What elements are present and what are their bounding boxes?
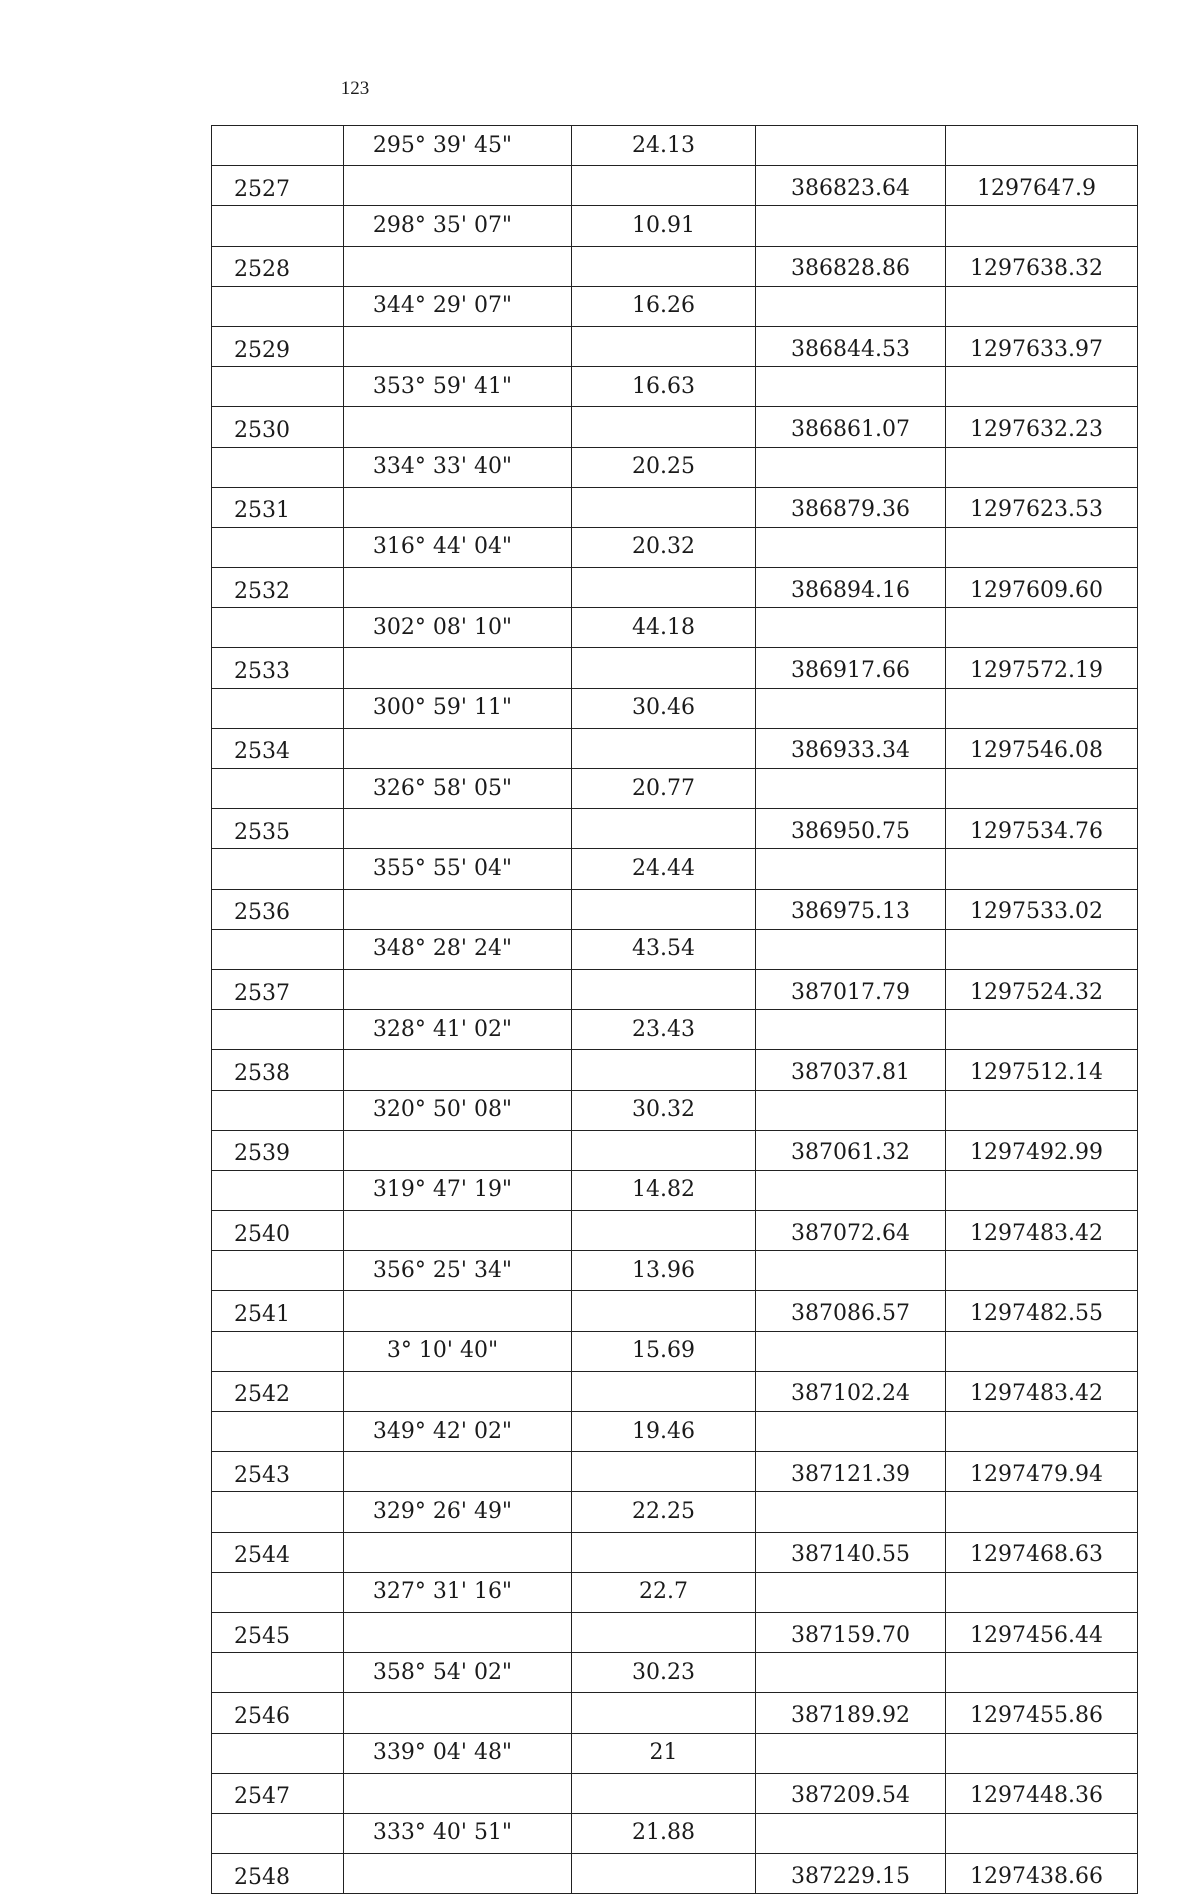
bearing-cell: 300° 59' 11" xyxy=(344,688,572,728)
distance-cell: 14.82 xyxy=(572,1170,756,1210)
northing-cell: 386933.34 xyxy=(756,728,946,768)
station-cell: 2530 xyxy=(212,407,344,447)
bearing-cell xyxy=(344,1773,572,1813)
easting-cell xyxy=(946,608,1138,648)
easting-cell: 1297438.66 xyxy=(946,1854,1138,1894)
bearing-cell: 344° 29' 07" xyxy=(344,286,572,326)
northing-cell: 387209.54 xyxy=(756,1773,946,1813)
easting-cell xyxy=(946,1010,1138,1050)
bearing-cell xyxy=(344,487,572,527)
station-cell xyxy=(212,1733,344,1773)
distance-cell: 10.91 xyxy=(572,206,756,246)
course-row xyxy=(212,286,1138,326)
easting-cell: 1297455.86 xyxy=(946,1693,1138,1733)
station-cell: 2528 xyxy=(212,246,344,286)
course-row xyxy=(212,206,1138,246)
distance-cell xyxy=(572,246,756,286)
course-row xyxy=(212,1572,1138,1612)
course-row xyxy=(212,608,1138,648)
bearing-cell: 320° 50' 08" xyxy=(344,1090,572,1130)
easting-cell xyxy=(946,447,1138,487)
northing-cell xyxy=(756,849,946,889)
northing-cell: 387086.57 xyxy=(756,1291,946,1331)
station-cell xyxy=(212,688,344,728)
bearing-cell: 353° 59' 41" xyxy=(344,367,572,407)
course-row xyxy=(212,1813,1138,1853)
course-row xyxy=(212,1251,1138,1291)
station-cell xyxy=(212,367,344,407)
distance-cell xyxy=(572,889,756,929)
bearing-cell xyxy=(344,1693,572,1733)
distance-cell: 24.44 xyxy=(572,849,756,889)
distance-cell xyxy=(572,407,756,447)
northing-cell xyxy=(756,447,946,487)
easting-cell: 1297479.94 xyxy=(946,1452,1138,1492)
station-cell: 2542 xyxy=(212,1371,344,1411)
bearing-cell: 319° 47' 19" xyxy=(344,1170,572,1210)
bearing-cell xyxy=(344,1452,572,1492)
distance-cell xyxy=(572,1050,756,1090)
bearing-cell xyxy=(344,1050,572,1090)
bearing-cell: 329° 26' 49" xyxy=(344,1492,572,1532)
bearing-cell xyxy=(344,1854,572,1894)
bearing-cell xyxy=(344,969,572,1009)
station-cell: 2527 xyxy=(212,166,344,206)
easting-cell xyxy=(946,527,1138,567)
easting-cell: 1297633.97 xyxy=(946,326,1138,366)
coordinate-table-body xyxy=(212,126,1138,1894)
easting-cell: 1297533.02 xyxy=(946,889,1138,929)
northing-cell xyxy=(756,206,946,246)
station-row xyxy=(212,166,1138,206)
easting-cell: 1297572.19 xyxy=(946,648,1138,688)
northing-cell xyxy=(756,126,946,166)
station-cell: 2531 xyxy=(212,487,344,527)
station-cell xyxy=(212,527,344,567)
station-cell xyxy=(212,1251,344,1291)
station-row xyxy=(212,809,1138,849)
station-cell: 2543 xyxy=(212,1452,344,1492)
distance-cell xyxy=(572,1532,756,1572)
distance-cell xyxy=(572,1773,756,1813)
easting-cell xyxy=(946,1813,1138,1853)
station-cell xyxy=(212,1813,344,1853)
station-cell: 2538 xyxy=(212,1050,344,1090)
northing-cell: 387102.24 xyxy=(756,1371,946,1411)
northing-cell xyxy=(756,688,946,728)
northing-cell: 386861.07 xyxy=(756,407,946,447)
bearing-cell xyxy=(344,1532,572,1572)
easting-cell: 1297492.99 xyxy=(946,1130,1138,1170)
distance-cell xyxy=(572,648,756,688)
distance-cell: 19.46 xyxy=(572,1412,756,1452)
easting-cell: 1297632.23 xyxy=(946,407,1138,447)
station-row xyxy=(212,969,1138,1009)
distance-cell xyxy=(572,809,756,849)
easting-cell: 1297512.14 xyxy=(946,1050,1138,1090)
station-row xyxy=(212,1291,1138,1331)
bearing-cell: 333° 40' 51" xyxy=(344,1813,572,1853)
northing-cell xyxy=(756,1733,946,1773)
distance-cell xyxy=(572,1291,756,1331)
course-row xyxy=(212,1653,1138,1693)
station-cell xyxy=(212,769,344,809)
easting-cell: 1297647.9 xyxy=(946,166,1138,206)
bearing-cell xyxy=(344,728,572,768)
easting-cell: 1297456.44 xyxy=(946,1612,1138,1652)
easting-cell: 1297448.36 xyxy=(946,1773,1138,1813)
station-row xyxy=(212,889,1138,929)
station-row xyxy=(212,1612,1138,1652)
bearing-cell xyxy=(344,809,572,849)
distance-cell: 20.77 xyxy=(572,769,756,809)
course-row xyxy=(212,1492,1138,1532)
station-cell: 2541 xyxy=(212,1291,344,1331)
distance-cell xyxy=(572,1612,756,1652)
northing-cell: 387121.39 xyxy=(756,1452,946,1492)
northing-cell: 386823.64 xyxy=(756,166,946,206)
northing-cell xyxy=(756,527,946,567)
station-row xyxy=(212,1050,1138,1090)
course-row xyxy=(212,1090,1138,1130)
course-row xyxy=(212,527,1138,567)
station-cell xyxy=(212,1170,344,1210)
station-cell: 2546 xyxy=(212,1693,344,1733)
easting-cell: 1297623.53 xyxy=(946,487,1138,527)
station-cell: 2534 xyxy=(212,728,344,768)
northing-cell xyxy=(756,608,946,648)
northing-cell: 386975.13 xyxy=(756,889,946,929)
distance-cell: 13.96 xyxy=(572,1251,756,1291)
easting-cell: 1297468.63 xyxy=(946,1532,1138,1572)
bearing-cell: 326° 58' 05" xyxy=(344,769,572,809)
northing-cell xyxy=(756,1090,946,1130)
northing-cell: 386894.16 xyxy=(756,568,946,608)
station-cell: 2540 xyxy=(212,1211,344,1251)
bearing-cell xyxy=(344,407,572,447)
bearing-cell: 298° 35' 07" xyxy=(344,206,572,246)
easting-cell xyxy=(946,929,1138,969)
easting-cell xyxy=(946,1572,1138,1612)
course-row xyxy=(212,849,1138,889)
easting-cell xyxy=(946,1170,1138,1210)
distance-cell: 16.63 xyxy=(572,367,756,407)
station-cell: 2544 xyxy=(212,1532,344,1572)
station-row xyxy=(212,728,1138,768)
distance-cell xyxy=(572,1693,756,1733)
bearing-cell xyxy=(344,568,572,608)
distance-cell xyxy=(572,1130,756,1170)
course-row xyxy=(212,1733,1138,1773)
easting-cell: 1297482.55 xyxy=(946,1291,1138,1331)
easting-cell: 1297609.60 xyxy=(946,568,1138,608)
distance-cell xyxy=(572,568,756,608)
distance-cell: 23.43 xyxy=(572,1010,756,1050)
distance-cell xyxy=(572,1371,756,1411)
bearing-cell xyxy=(344,1211,572,1251)
easting-cell xyxy=(946,769,1138,809)
bearing-cell: 328° 41' 02" xyxy=(344,1010,572,1050)
course-row xyxy=(212,447,1138,487)
course-row xyxy=(212,1331,1138,1371)
station-cell xyxy=(212,126,344,166)
northing-cell: 387061.32 xyxy=(756,1130,946,1170)
distance-cell xyxy=(572,487,756,527)
northing-cell: 387229.15 xyxy=(756,1854,946,1894)
station-row xyxy=(212,326,1138,366)
station-row xyxy=(212,1854,1138,1894)
course-row xyxy=(212,126,1138,166)
northing-cell xyxy=(756,929,946,969)
station-row xyxy=(212,487,1138,527)
distance-cell: 16.26 xyxy=(572,286,756,326)
distance-cell: 43.54 xyxy=(572,929,756,969)
northing-cell xyxy=(756,1813,946,1853)
course-row xyxy=(212,929,1138,969)
station-cell xyxy=(212,1412,344,1452)
course-row xyxy=(212,1170,1138,1210)
station-row xyxy=(212,1532,1138,1572)
easting-cell xyxy=(946,1331,1138,1371)
station-cell xyxy=(212,1090,344,1130)
distance-cell xyxy=(572,969,756,1009)
distance-cell xyxy=(572,1854,756,1894)
station-cell: 2532 xyxy=(212,568,344,608)
northing-cell xyxy=(756,1412,946,1452)
northing-cell: 386879.36 xyxy=(756,487,946,527)
station-cell: 2548 xyxy=(212,1854,344,1894)
station-cell xyxy=(212,1653,344,1693)
bearing-cell: 334° 33' 40" xyxy=(344,447,572,487)
bearing-cell xyxy=(344,1130,572,1170)
bearing-cell: 327° 31' 16" xyxy=(344,1572,572,1612)
easting-cell xyxy=(946,849,1138,889)
easting-cell xyxy=(946,286,1138,326)
station-row xyxy=(212,407,1138,447)
distance-cell: 21 xyxy=(572,1733,756,1773)
northing-cell xyxy=(756,769,946,809)
station-row xyxy=(212,1773,1138,1813)
distance-cell: 15.69 xyxy=(572,1331,756,1371)
distance-cell: 30.46 xyxy=(572,688,756,728)
bearing-cell xyxy=(344,166,572,206)
easting-cell xyxy=(946,1090,1138,1130)
station-cell xyxy=(212,1010,344,1050)
station-cell: 2545 xyxy=(212,1612,344,1652)
station-cell xyxy=(212,1572,344,1612)
station-cell: 2547 xyxy=(212,1773,344,1813)
distance-cell xyxy=(572,166,756,206)
distance-cell xyxy=(572,326,756,366)
easting-cell: 1297638.32 xyxy=(946,246,1138,286)
station-cell xyxy=(212,286,344,326)
station-cell: 2533 xyxy=(212,648,344,688)
course-row xyxy=(212,1412,1138,1452)
station-row xyxy=(212,1452,1138,1492)
station-cell xyxy=(212,1492,344,1532)
northing-cell: 387159.70 xyxy=(756,1612,946,1652)
northing-cell xyxy=(756,1170,946,1210)
station-cell xyxy=(212,447,344,487)
station-cell: 2539 xyxy=(212,1130,344,1170)
easting-cell xyxy=(946,1251,1138,1291)
northing-cell: 387140.55 xyxy=(756,1532,946,1572)
easting-cell xyxy=(946,206,1138,246)
course-row xyxy=(212,367,1138,407)
easting-cell: 1297483.42 xyxy=(946,1371,1138,1411)
bearing-cell: 355° 55' 04" xyxy=(344,849,572,889)
northing-cell xyxy=(756,1010,946,1050)
bearing-cell: 356° 25' 34" xyxy=(344,1251,572,1291)
station-row xyxy=(212,246,1138,286)
station-row xyxy=(212,1130,1138,1170)
easting-cell xyxy=(946,1653,1138,1693)
distance-cell: 20.32 xyxy=(572,527,756,567)
station-cell xyxy=(212,1331,344,1371)
page-number: 123 xyxy=(340,78,370,99)
northing-cell: 386828.86 xyxy=(756,246,946,286)
station-row xyxy=(212,648,1138,688)
easting-cell: 1297524.32 xyxy=(946,969,1138,1009)
bearing-cell: 348° 28' 24" xyxy=(344,929,572,969)
distance-cell: 22.25 xyxy=(572,1492,756,1532)
distance-cell: 22.7 xyxy=(572,1572,756,1612)
station-cell xyxy=(212,206,344,246)
easting-cell: 1297534.76 xyxy=(946,809,1138,849)
station-cell xyxy=(212,849,344,889)
bearing-cell: 302° 08' 10" xyxy=(344,608,572,648)
distance-cell: 30.32 xyxy=(572,1090,756,1130)
course-row xyxy=(212,688,1138,728)
northing-cell: 387072.64 xyxy=(756,1211,946,1251)
bearing-cell: 3° 10' 40" xyxy=(344,1331,572,1371)
station-cell: 2537 xyxy=(212,969,344,1009)
bearing-cell xyxy=(344,1291,572,1331)
distance-cell: 20.25 xyxy=(572,447,756,487)
station-cell: 2536 xyxy=(212,889,344,929)
easting-cell xyxy=(946,1492,1138,1532)
northing-cell xyxy=(756,1572,946,1612)
station-cell: 2535 xyxy=(212,809,344,849)
station-cell xyxy=(212,929,344,969)
bearing-cell xyxy=(344,326,572,366)
course-row xyxy=(212,1010,1138,1050)
bearing-cell: 295° 39' 45" xyxy=(344,126,572,166)
northing-cell: 387017.79 xyxy=(756,969,946,1009)
easting-cell xyxy=(946,688,1138,728)
coordinate-table xyxy=(211,125,1138,1894)
easting-cell xyxy=(946,367,1138,407)
northing-cell: 387037.81 xyxy=(756,1050,946,1090)
easting-cell xyxy=(946,1733,1138,1773)
bearing-cell xyxy=(344,648,572,688)
northing-cell: 386917.66 xyxy=(756,648,946,688)
easting-cell: 1297483.42 xyxy=(946,1211,1138,1251)
northing-cell xyxy=(756,1331,946,1371)
station-cell xyxy=(212,608,344,648)
easting-cell xyxy=(946,1412,1138,1452)
northing-cell: 386950.75 xyxy=(756,809,946,849)
distance-cell xyxy=(572,728,756,768)
northing-cell xyxy=(756,1653,946,1693)
bearing-cell: 339° 04' 48" xyxy=(344,1733,572,1773)
distance-cell xyxy=(572,1211,756,1251)
bearing-cell xyxy=(344,889,572,929)
bearing-cell: 316° 44' 04" xyxy=(344,527,572,567)
northing-cell xyxy=(756,367,946,407)
northing-cell: 386844.53 xyxy=(756,326,946,366)
station-row xyxy=(212,1371,1138,1411)
station-row xyxy=(212,568,1138,608)
station-row xyxy=(212,1211,1138,1251)
station-row xyxy=(212,1693,1138,1733)
bearing-cell: 358° 54' 02" xyxy=(344,1653,572,1693)
distance-cell: 30.23 xyxy=(572,1653,756,1693)
northing-cell xyxy=(756,1251,946,1291)
northing-cell: 387189.92 xyxy=(756,1693,946,1733)
bearing-cell xyxy=(344,1612,572,1652)
bearing-cell xyxy=(344,246,572,286)
northing-cell xyxy=(756,1492,946,1532)
bearing-cell xyxy=(344,1371,572,1411)
northing-cell xyxy=(756,286,946,326)
bearing-cell: 349° 42' 02" xyxy=(344,1412,572,1452)
distance-cell: 21.88 xyxy=(572,1813,756,1853)
station-cell: 2529 xyxy=(212,326,344,366)
distance-cell xyxy=(572,1452,756,1492)
easting-cell: 1297546.08 xyxy=(946,728,1138,768)
course-row xyxy=(212,769,1138,809)
easting-cell xyxy=(946,126,1138,166)
distance-cell: 24.13 xyxy=(572,126,756,166)
distance-cell: 44.18 xyxy=(572,608,756,648)
